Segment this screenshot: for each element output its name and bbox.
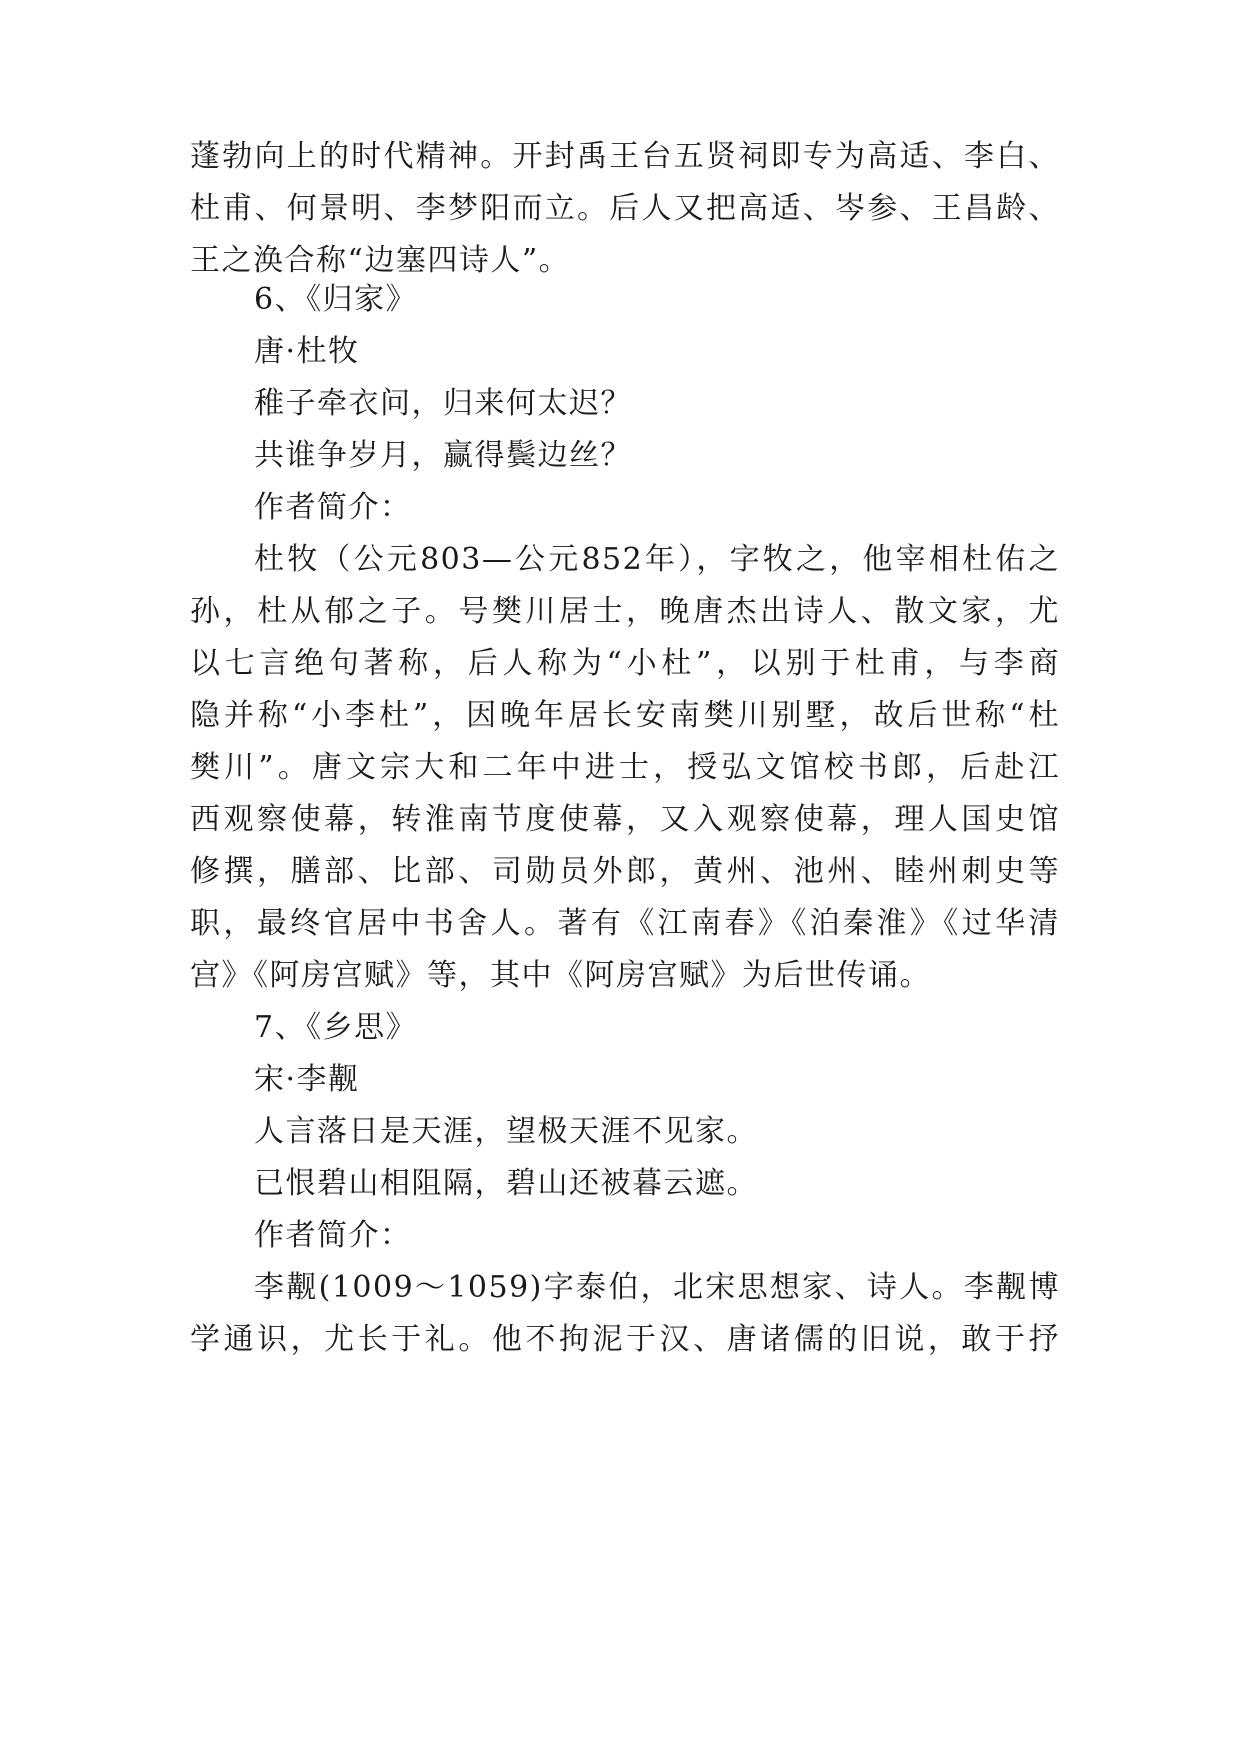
- bio-line: 以七言绝句著称，后人称为“小杜”，以别于杜甫，与李商: [190, 646, 1060, 681]
- bio-line: 修撰，膳部、比部、司勋员外郎，黄州、池州、睦州刺史等: [190, 854, 1060, 889]
- paragraph-line: 蓬勃向上的时代精神。开封禹王台五贤祠即专为高适、李白、: [190, 139, 1060, 174]
- bio-line: 西观察使幕，转淮南节度使幕，又入观察使幕，理人国史馆: [190, 802, 1060, 837]
- bio-label: 作者简介：: [254, 490, 412, 525]
- poem-author: 唐·杜牧: [254, 334, 360, 369]
- poem-verse: 人言落日是天涯，望极天涯不见家。: [254, 1114, 758, 1149]
- bio-label: 作者简介：: [254, 1218, 412, 1253]
- bio-line: 樊川”。唐文宗大和二年中进士，授弘文馆校书郎，后赴江: [190, 750, 1060, 785]
- poem-title: 6、《归家》: [254, 282, 418, 317]
- poem-verse: 已恨碧山相阻隔，碧山还被暮云遮。: [254, 1166, 758, 1201]
- paragraph-line: 王之涣合称“边塞四诗人”。: [190, 243, 571, 278]
- bio-line: 学通识，尤长于礼。他不拘泥于汉、唐诸儒的旧说，敢于抒: [190, 1322, 1060, 1357]
- bio-line: 隐并称“小李杜”，因晚年居长安南樊川别墅，故后世称“杜: [190, 698, 1060, 733]
- bio-line: 李觏(1009～1059)字泰伯，北宋思想家、诗人。李觏博: [254, 1270, 1060, 1305]
- bio-line: 杜牧（公元803—公元852年），字牧之，他宰相杜佑之: [254, 542, 1060, 577]
- bio-line: 宫》《阿房宫赋》等，其中《阿房宫赋》为后世传诵。: [190, 958, 931, 993]
- bio-line: 职，最终官居中书舍人。著有《江南春》《泊秦淮》《过华清: [190, 906, 1060, 941]
- poem-verse: 共谁争岁月，赢得鬓边丝？: [254, 438, 632, 473]
- poem-verse: 稚子牵衣问，归来何太迟？: [254, 386, 632, 421]
- paragraph-line: 杜甫、何景明、李梦阳而立。后人又把高适、岑参、王昌龄、: [190, 191, 1060, 226]
- bio-line: 孙，杜从郁之子。号樊川居士，晚唐杰出诗人、散文家，尤: [190, 594, 1060, 629]
- poem-author: 宋·李觏: [254, 1062, 360, 1097]
- poem-title: 7、《乡思》: [254, 1010, 418, 1045]
